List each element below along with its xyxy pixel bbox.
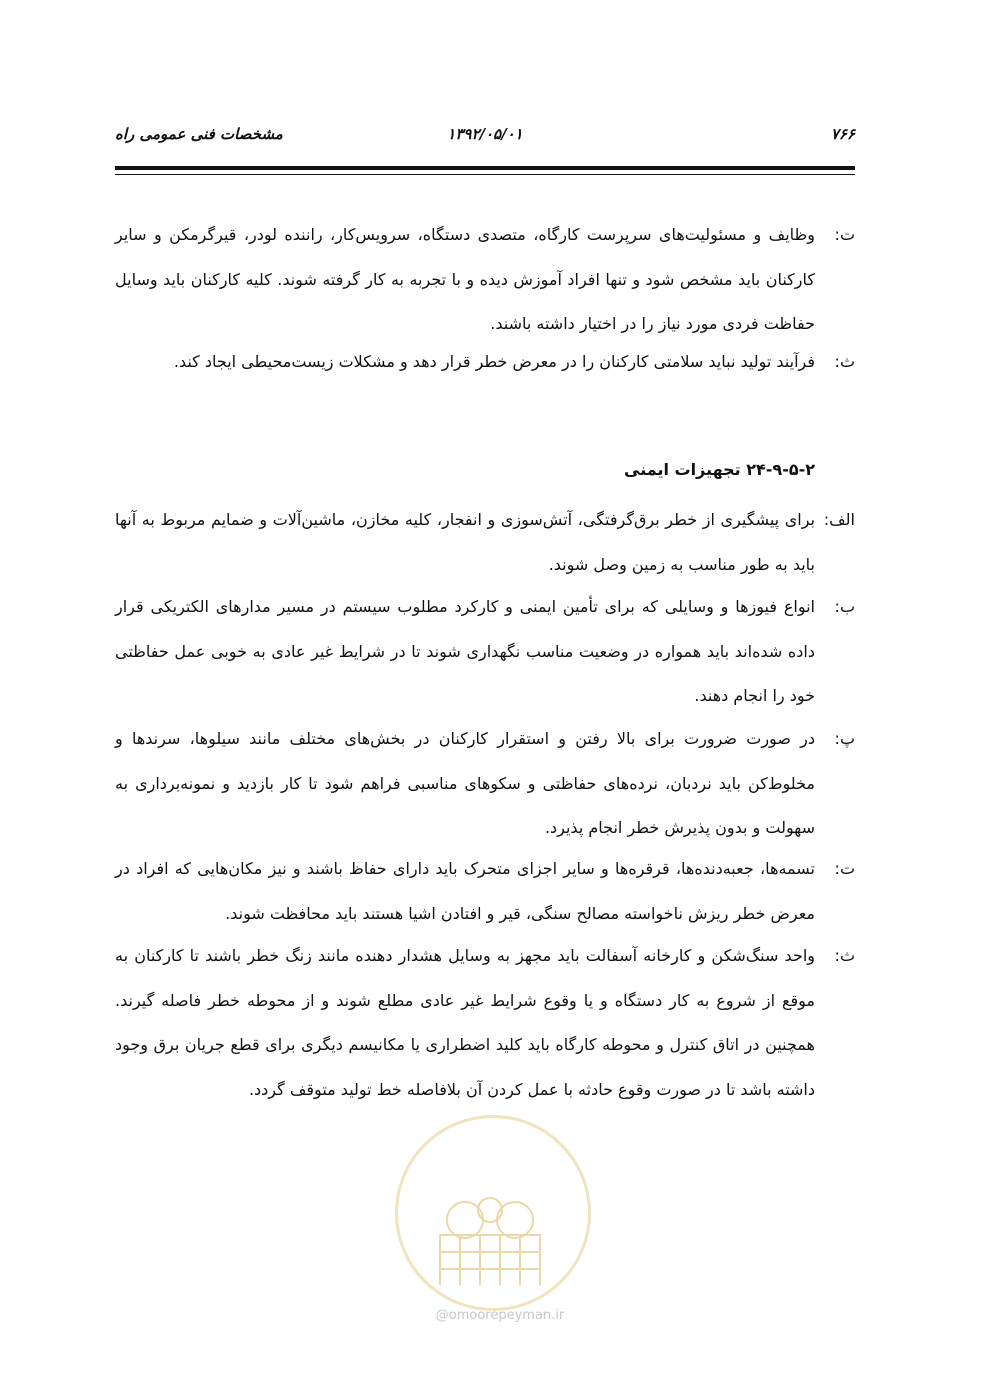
list-item <box>115 585 855 719</box>
list-item <box>115 340 855 385</box>
header-rule-thin <box>115 174 855 175</box>
header-rule-thick <box>115 166 855 170</box>
list-item-text: در صورت ضرورت برای بالا رفتن و استقرار کارکنان در بخش‌های مختلف مانند سیلوها، سرندها و مخلوط‌کن باید نردبان، نرده‌های حفاظتی و سکوهای مناسبی فراهم شود تا کار بازدید و نمونه‌برداری به سهولت و بدون پذیرش خطر انجام پذیرد. <box>115 729 815 837</box>
list-item-text: وظایف و مسئولیت‌های سرپرست کارگاه، متصدی دستگاه، سرویس‌کار، راننده لودر، قیرگرمکن و سایر کارکنان باید مشخص شود و تنها افراد آموزش دیده و با تجربه به کار گرفته شوند. کلیه کارکنان باید وسایل حفاظت فردی مورد نیاز را در اختیار داشته باشند. <box>115 225 815 333</box>
list-item-marker: پ: <box>834 729 855 748</box>
watermark-site-text: @omoorepeyman.ir <box>435 1308 565 1323</box>
list-item <box>115 847 855 936</box>
header-date: ۱۳۹۲/۰۵/۰۱ <box>447 125 523 143</box>
list-item <box>115 934 855 1112</box>
list-item-text: تسمه‌ها، جعبه‌دنده‌ها، قرقره‌ها و سایر اجزای متحرک باید دارای حفاظ باشند و نیز مکان‌هایی که افراد در معرض خطر ریزش ناخواسته مصالح سنگی، قیر و افتادن اشیا هستند باید محافظت شوند. <box>115 859 815 923</box>
list-item-marker: ت: <box>834 859 855 878</box>
watermark-logo-icon <box>430 1195 550 1290</box>
section-heading: ۲۴-۹-۵-۲ تجهیزات ایمنی <box>624 460 815 479</box>
at-icon: @ <box>435 1308 449 1323</box>
list-item-marker: ث: <box>834 352 855 371</box>
list-item <box>115 213 855 347</box>
list-item-text: برای پیشگیری از خطر برق‌گرفتگی، آتش‌سوزی و انفجار، کلیه مخازن، ماشین‌آلات و ضمایم مربوط به آنها باید به طور مناسب به زمین وصل شوند. <box>115 510 815 574</box>
list-item <box>115 717 855 851</box>
document-title: مشخصات فنی عمومی راه <box>115 125 283 143</box>
list-item-marker: ب: <box>834 597 855 616</box>
list-item <box>115 498 855 587</box>
list-item-text: انواع فیوزها و وسایلی که برای تأمین ایمنی و کارکرد مطلوب سیستم در مسیر مدارهای الکتریکی قرار داده شده‌اند باید همواره در وضعیت مناسب نگهداری شوند تا در شرایط غیر عادی به خوبی عمل حفاظتی خود را انجام دهند. <box>115 597 815 705</box>
list-item-marker: الف: <box>823 510 855 529</box>
list-item-marker: ث: <box>834 946 855 965</box>
list-item-marker: ت: <box>834 225 855 244</box>
page-number: ۷۶۶ <box>830 125 855 143</box>
list-item-text: فرآیند تولید نباید سلامتی کارکنان را در معرض خطر قرار دهد و مشکلات زیست‌محیطی ایجاد کند. <box>173 352 815 371</box>
list-item-text: واحد سنگ‌شکن و کارخانه آسفالت باید مجهز به وسایل هشدار دهنده مانند زنگ خطر باشند تا کارکنان به موقع از شروع به کار دستگاه و یا وقوع شرایط غیر عادی مطلع شوند و از محوطه خطر فاصله گیرند. همچنین در اتاق کنترل و محوطه کارگاه باید کلید اضطراری یا مکانیسم دیگری برای قطع جریان برق وجود داشته باشد تا در صورت وقوع حادثه با عمل کردن آن بلافاصله خط تولید متوقف گردد. <box>115 946 815 1099</box>
page-header <box>115 125 855 155</box>
